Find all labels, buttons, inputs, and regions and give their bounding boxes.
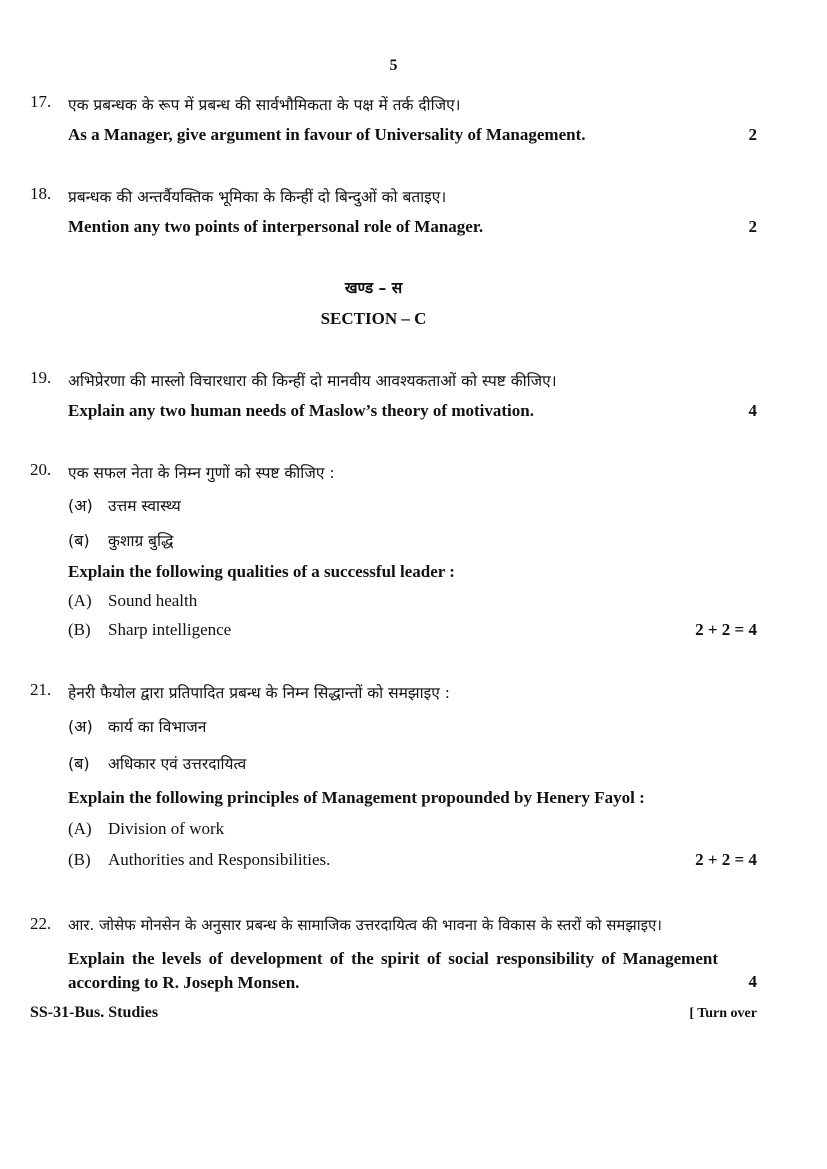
question-text-hindi: आर. जोसेफ मोनसेन के अनुसार प्रबन्ध के सामाजिक उत्तरदायित्व की भावना के विकास के स्तरों को समझाइए। — [68, 916, 662, 934]
question-marks: 2 + 2 = 4 — [695, 850, 757, 869]
question-number: 20. — [30, 460, 52, 479]
option-label: (ब) — [68, 531, 90, 550]
option-text-english: Sharp intelligence — [108, 620, 232, 639]
question-marks: 4 — [748, 972, 757, 991]
question-marks: 4 — [748, 401, 757, 420]
question-number: 18. — [30, 184, 52, 203]
question-number: 17. — [30, 92, 52, 111]
question-text-english: Explain the levels of development of the spirit of social responsibility of Management according to R. Joseph Monsen. — [68, 949, 718, 992]
option-label: (अ) — [68, 717, 93, 736]
question-number: 22. — [30, 914, 52, 933]
question-marks: 2 + 2 = 4 — [695, 620, 757, 639]
question-text-hindi: प्रबन्धक की अन्तर्वैयक्तिक भूमिका के किन्हीं दो बिन्दुओं को बताइए। — [68, 188, 447, 206]
page-number: 5 — [389, 57, 398, 74]
question-text-hindi: हेनरी फैयोल द्वारा प्रतिपादित प्रबन्ध के निम्न सिद्धान्तों को समझाइए : — [68, 684, 450, 702]
question-text-english: Explain any two human needs of Maslow’s theory of motivation. — [68, 401, 534, 420]
question-number: 19. — [30, 368, 52, 387]
option-label: (A) — [68, 591, 92, 610]
question-text-english: Explain the following principles of Management propounded by Henery Fayol : — [68, 788, 645, 807]
option-text-hindi: कुशाग्र बुद्धि — [108, 532, 174, 550]
option-text-hindi: अधिकार एवं उत्तरदायित्व — [108, 755, 247, 773]
question-text-hindi: एक प्रबन्धक के रूप में प्रबन्ध की सार्वभौमिकता के पक्ष में तर्क दीजिए। — [68, 96, 461, 114]
option-text-hindi: उत्तम स्वास्थ्य — [108, 497, 181, 515]
option-text-english: Division of work — [108, 819, 225, 838]
question-text-english: Mention any two points of interpersonal role of Manager. — [68, 217, 484, 236]
question-number: 21. — [30, 680, 52, 699]
section-title-english: SECTION – C — [320, 309, 427, 328]
question-marks: 2 — [748, 217, 757, 236]
question-text-english: As a Manager, give argument in favour of Universality of Management. — [68, 125, 586, 144]
option-text-english: Sound health — [108, 591, 198, 610]
option-label: (B) — [68, 850, 91, 869]
question-marks: 2 — [748, 125, 757, 144]
question-text-hindi: एक सफल नेता के निम्न गुणों को स्पष्ट कीजिए : — [68, 464, 335, 482]
option-text-hindi: कार्य का विभाजन — [108, 718, 207, 736]
question-text-hindi: अभिप्रेरणा की मास्लो विचारधारा की किन्हीं दो मानवीय आवश्यकताओं को स्पष्ट कीजिए। — [68, 372, 557, 390]
option-label: (अ) — [68, 496, 93, 515]
footer-turn-over: [ Turn over — [689, 1006, 757, 1021]
option-label: (ब) — [68, 754, 90, 773]
option-label: (B) — [68, 620, 91, 639]
option-text-english: Authorities and Responsibilities. — [108, 850, 331, 869]
option-label: (A) — [68, 819, 92, 838]
footer-paper-code: SS-31-Bus. Studies — [30, 1004, 159, 1021]
question-text-english: Explain the following qualities of a successful leader : — [68, 562, 455, 581]
section-title-hindi: खण्ड – स — [344, 279, 403, 297]
